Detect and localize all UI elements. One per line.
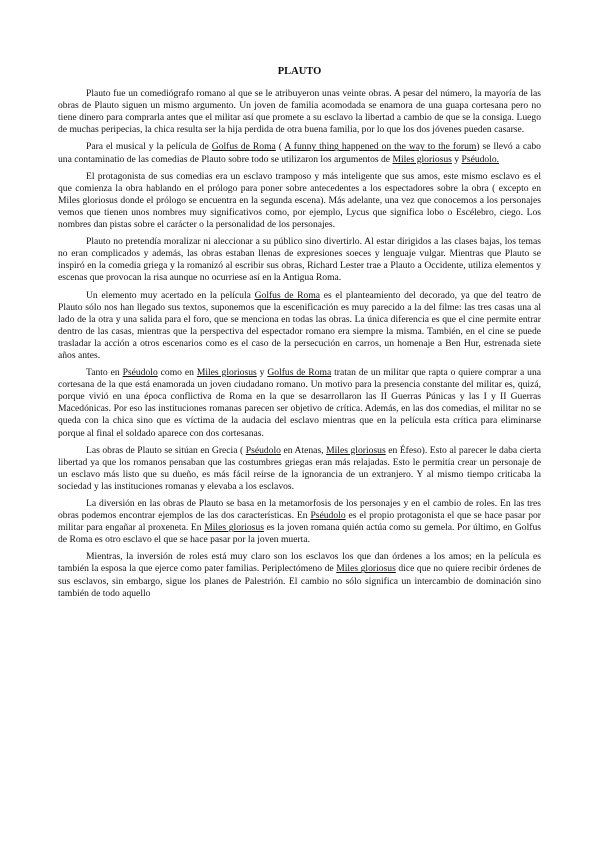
work-title-reference: Miles gloriosus (204, 522, 264, 534)
paragraph (58, 236, 541, 284)
paragraph (58, 551, 541, 599)
text-segment: Para el musical y la película de (86, 141, 212, 153)
paragraph (58, 141, 541, 165)
paragraph (58, 171, 541, 231)
text-segment: es el propio protagonista el que se hace pasar por militar para engañar al proxeneta. En (58, 510, 541, 534)
work-title-reference: Golfus de Roma (254, 289, 321, 301)
paragraph (58, 367, 541, 440)
text-segment: Mientras, la inversión de roles está muy claro son los esclavos los que dan órdenes a los amos; en la película es también la esposa la que ejerce como pater familias. Periplectómeno de (58, 551, 541, 575)
work-title-reference: Pséudolo. (461, 153, 500, 165)
text-segment: Plauto fue un comediógrafo romano al que se le atribuyeron unas veinte obras. A pesar del número, la mayoría de las obras de Plauto siguen un mismo argumento. Un joven de familia acomodada se enamora de una guapa cortesana pero no tiene dinero para comprarla antes que el militar así que promete a su esclavo la libertad a cambio de que se la consiga. Luego de muchas peripecias, la chica resulta ser la hija perdida de otra buena familia, por lo que los dos jóvenes pueden casarse. (58, 88, 541, 136)
work-title-reference: Pséudolo (122, 367, 158, 379)
text-segment: y (256, 367, 268, 379)
work-title-reference: Miles gloriosus (392, 153, 452, 165)
work-title-reference: Golfus de Roma (211, 141, 276, 153)
work-title-reference: Golfus de Roma (267, 367, 332, 379)
text-segment: Un elemento muy acertado en la película (86, 289, 255, 301)
text-segment: La diversión en las obras de Plauto se basa en la metamorfosis de los personajes y en el cambio de roles. En las tres obras podemos encontrar ejemplos de las dos características. En (58, 498, 541, 522)
paragraph (58, 445, 541, 493)
paragraph (58, 498, 541, 546)
text-segment: El protagonista de sus comedias era un esclavo tramposo y más inteligente que sus amos, este mismo esclavo es el que comienza la obra hablando en el prólogo para poner sobre antecedentes a los espectadores sobre la obra ( excepto en Miles gloriosus donde el prólogo se encuentra en la segunda escena). Más adelante, una vez que conocemos a los personajes vemos que tienen unos nombres muy significativos como, por ejemplo, Lycus que significa lobo o Escélebro, ciego. Los nombres dan pistas sobre el carácter o la personalidad de los personajes. (58, 170, 541, 231)
text-segment: Tanto en (86, 367, 123, 379)
text-segment: tratan de un militar que rapta o quiere comprar a una cortesana de la que está enamorada un joven ciudadano romano. Un motivo para la presencia constante del militar es, quizá, porque vivió en una época conflictiva de Roma en la que se desarrollaron las II Guerras Púnicas y las I y II Guerras Macedónicas. Por eso las instituciones romanas parecen ser objetivo de crítica. Además, en las dos comedias, el militar no se queda con la chica sino que es víctima de la audacia del esclavo mientras que en la película esta crítica para eliminarse porque al final el soldado aparece con dos cortesanas. (58, 367, 542, 439)
text-segment: ) se llevó a cabo una contaminatio de las comedias de Plauto sobre todo se utilizaron los argumentos de (58, 141, 541, 165)
work-title-reference: Miles gloriosus (336, 563, 396, 575)
text-segment: y (451, 153, 462, 165)
text-segment: dice que no quiere recibir órdenes de sus esclavos, sin embargo, sigue los planes de Palestrión. El cambio no sólo significa un intercambio de dominación sino también de todo aquello (58, 563, 542, 599)
work-title-reference: Pséudolo (310, 510, 346, 522)
text-segment: es el planteamiento del decorado, ya que del teatro de Plauto sólo nos han llegado sus textos, suponemos que la escenificación es muy parecido a la del filme: las tres casas una al lado de la otra y una salida para el foro, que se menciona en todas las obras. La única diferencia es que el cine permite entrar dentro de las casas, mientras que la perspectiva del espectador romano era siempre la misma. También, en el cine se puede trasladar la acción a otros escenarios como es el caso de la persecución en carros, un homenaje a Ben Hur, estrenada siete años antes. (58, 289, 541, 361)
text-segment: como en (157, 367, 197, 379)
text-segment: es la joven romana quién actúa como su gemela. Por último, en Golfus de Roma es otro esclavo el que se hace pasar por la joven muerta. (58, 522, 541, 546)
text-segment: Las obras de Plauto se sitúan en Grecia ( (86, 444, 246, 456)
work-title-reference: A funny thing happened on the way to the forum (284, 141, 477, 153)
work-title-reference: Miles gloriosus (326, 444, 386, 456)
document-page (58, 62, 541, 605)
text-segment: Plauto no pretendía moralizar ni aleccionar a su público sino divertirlo. Al estar dirigidos a las clases bajas, los temas no eran complicados y además, las obras estaban llenas de expresiones soeces y lenguaje vulgar. Mientras que Plauto se inspiró en la comedia griega y la romanizó al escribir sus obras, Richard Lester trae a Plauto a Occidente, utiliza elementos y escenas que provocan la risa aunque no ocurriese así en la Antigua Roma. (58, 236, 541, 284)
text-segment: en Atenas, (280, 444, 327, 456)
paragraph (58, 88, 541, 136)
document-title: PLAUTO (277, 66, 322, 77)
text-segment: ( (275, 141, 285, 153)
work-title-reference: Miles gloriosus (196, 367, 257, 379)
text-segment: en Éfeso). Esto al parecer le daba cierta libertad ya que los romanos pensaban que las costumbres griegas eran más relajadas. Esto le permitía crear un personaje de un esclavo más listo que su dueño, es más fácil reírse de la ignorancia de un extranjero. Y al mismo tiempo criticaba la sociedad y las instituciones romanas y elevaba a los esclavos. (58, 444, 541, 492)
document-body (58, 88, 541, 600)
work-title-reference: Pséudolo (245, 444, 281, 456)
paragraph (58, 290, 541, 363)
